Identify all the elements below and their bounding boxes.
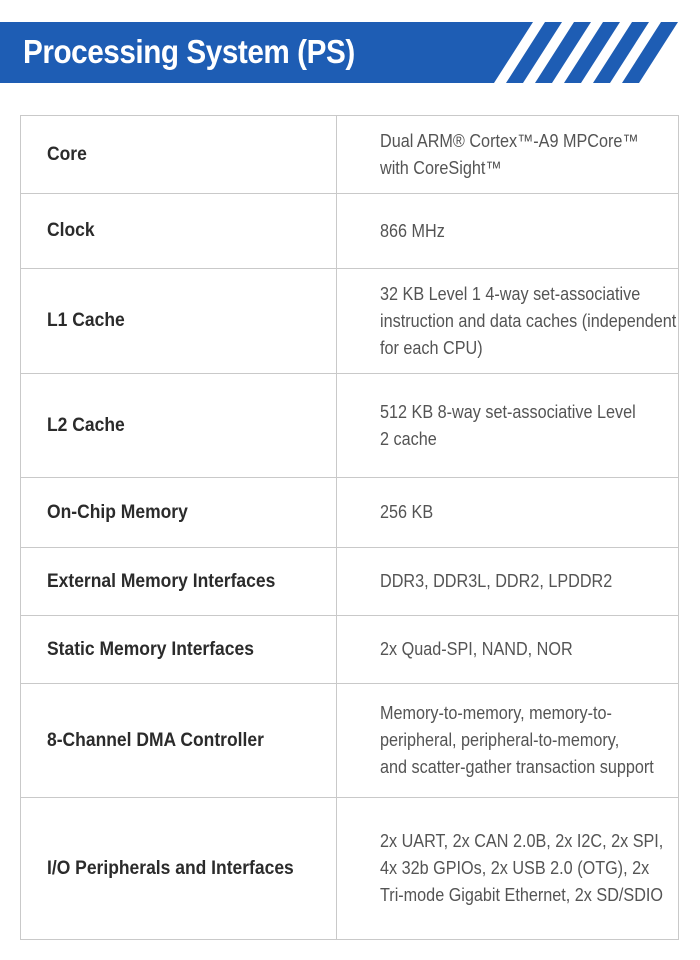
- spec-row-l2-cache: [21, 374, 679, 478]
- spec-value: 2x Quad-SPI, NAND, NOR: [337, 616, 679, 684]
- spec-label: On-Chip Memory: [21, 478, 337, 548]
- spec-label: Clock: [21, 194, 337, 269]
- spec-label: I/O Peripherals and Interfaces: [21, 798, 337, 940]
- spec-row-l1-cache: [21, 269, 679, 374]
- spec-label: External Memory Interfaces: [21, 548, 337, 616]
- spec-label: Static Memory Interfaces: [21, 616, 337, 684]
- spec-row-clock: [21, 194, 679, 269]
- spec-value: 2x UART, 2x CAN 2.0B, 2x I2C, 2x SPI, 4x 32b GPIOs, 2x USB 2.0 (OTG), 2x Tri-mode Gigabit Ethernet, 2x SD/SDIO: [337, 798, 679, 940]
- header-banner: [0, 22, 700, 83]
- spec-label: L2 Cache: [21, 374, 337, 478]
- spec-row-static-memory: [21, 616, 679, 684]
- spec-value: Memory-to-memory, memory-to- peripheral, peripheral-to-memory, and scatter-gather transaction support: [337, 684, 679, 798]
- spec-label: L1 Cache: [21, 269, 337, 374]
- spec-row-io-peripherals: [21, 798, 679, 940]
- spec-row-on-chip-memory: [21, 478, 679, 548]
- spec-label: 8-Channel DMA Controller: [21, 684, 337, 798]
- spec-row-external-memory: [21, 548, 679, 616]
- spec-value: Dual ARM® Cortex™-A9 MPCore™ with CoreSight™: [337, 116, 679, 194]
- page-title: Processing System (PS): [23, 33, 355, 70]
- spec-row-core: [21, 116, 679, 194]
- spec-value: 512 KB 8-way set-associative Level 2 cache: [337, 374, 679, 478]
- spec-table: [20, 115, 679, 940]
- spec-value: DDR3, DDR3L, DDR2, LPDDR2: [337, 548, 679, 616]
- spec-value: 32 KB Level 1 4-way set-associative instruction and data caches (independent for each CPU): [337, 269, 679, 374]
- spec-row-dma-controller: [21, 684, 679, 798]
- spec-value: 256 KB: [337, 478, 679, 548]
- spec-label: Core: [21, 116, 337, 194]
- spec-value: 866 MHz: [337, 194, 679, 269]
